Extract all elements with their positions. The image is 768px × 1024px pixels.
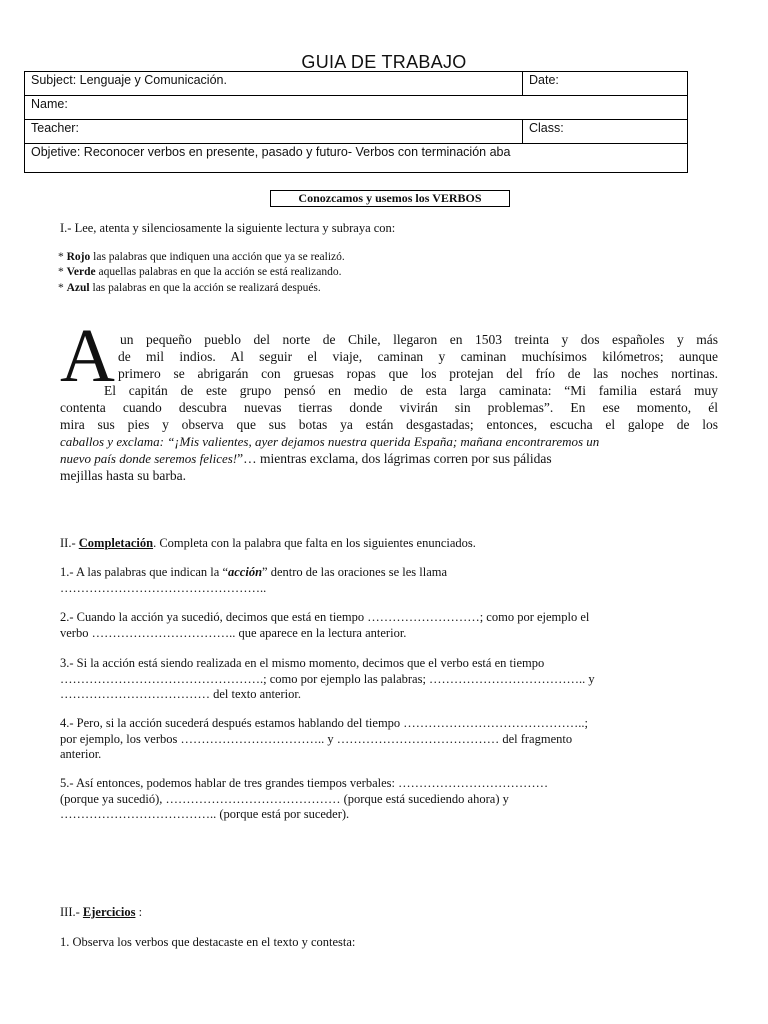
- question-4: 4.- Pero, si la acción sucederá después estamos hablando del tiempo ……………………………………..; por ejemplo, los verbos …………………………….. y ………………………………… del fragmento anterior.: [60, 716, 589, 761]
- date-cell: Date:: [523, 72, 688, 96]
- name-cell: Name:: [25, 96, 688, 120]
- bullet-rojo: * Rojo las palabras que indiquen una acción que ya se realizó.: [58, 251, 345, 263]
- section-2-heading: II.- Completación. Completa con la palabra que falta en los siguientes enunciados.: [60, 536, 476, 550]
- reading-line: caballos y exclama: “¡Mis valientes, ayer dejamos nuestra querida España; mañana encontraremos un: [60, 434, 600, 449]
- reading-line: mejillas hasta su barba.: [60, 468, 186, 483]
- exercise-1: 1. Observa los verbos que destacaste en el texto y contesta:: [60, 935, 356, 949]
- class-cell: Class:: [523, 120, 688, 144]
- reading-line: de mil indios. Al seguir el viaje, caminan y caminan muchísimos kilómetros; aunque: [118, 349, 718, 364]
- page-title: GUIA DE TRABAJO: [301, 52, 467, 72]
- header-table: [24, 71, 688, 173]
- reading-line: un pequeño pueblo del norte de Chile, llegaron en 1503 treinta y dos españoles y más: [120, 332, 718, 347]
- reading-line: El capitán de este grupo pensó en medio de esta larga caminata: “Mi familia estará muy: [104, 383, 718, 398]
- question-2: 2.- Cuando la acción ya sucedió, decimos que está en tiempo ………………………; como por ejemplo el verbo …………………………….. que aparece en la lectura anterior.: [60, 610, 590, 640]
- reading-line: nuevo país donde seremos felices!”… mientras exclama, dos lágrimas corren por sus pálidas: [60, 451, 552, 466]
- subject-cell: Subject: Lenguaje y Comunicación.: [25, 72, 523, 96]
- objective-cell: Objetive: Reconocer verbos en presente, pasado y futuro- Verbos con terminación aba: [25, 144, 688, 173]
- section-3-heading: III.- Ejercicios :: [60, 905, 143, 919]
- reading-line: primero se abrigarán con gruesas ropas que los protejan del frío de las noches nortinas.: [118, 366, 718, 381]
- drop-cap: A: [60, 314, 115, 398]
- reading-line: mira sus pies y observa que sus botas ya están desgastadas; entonces, escucha el galope de los: [60, 417, 718, 432]
- teacher-cell: Teacher:: [25, 120, 523, 144]
- instruction-1: I.- Lee, atenta y silenciosamente la siguiente lectura y subraya con:: [60, 221, 396, 235]
- question-5: 5.- Así entonces, podemos hablar de tres grandes tiempos verbales: ……………………………… (porque ya sucedió), …………………………………… (porque está sucediendo ahora) y ……………………………….. (porque está por suceder).: [60, 776, 549, 821]
- section-title: Conozcamos y usemos los VERBOS: [270, 190, 510, 207]
- question-1: 1.- A las palabras que indican la “acción” dentro de las oraciones se les llama …………………………………………..: [60, 565, 448, 595]
- bullet-azul: * Azul las palabras en que la acción se realizará después.: [58, 282, 321, 294]
- bullet-verde: * Verde aquellas palabras en que la acción se está realizando.: [58, 266, 342, 278]
- reading-line: contenta cuando descubra nuevas tierras donde vivirán sin problemas”. En ese momento, él: [60, 400, 718, 415]
- question-3: 3.- Si la acción está siendo realizada en el mismo momento, decimos que el verbo está en tiempo ………………………………………….; como por ejemplo las palabras; ……………………………….. y ……………………………… del texto anterior.: [60, 656, 595, 701]
- reading-passage: [60, 331, 718, 484]
